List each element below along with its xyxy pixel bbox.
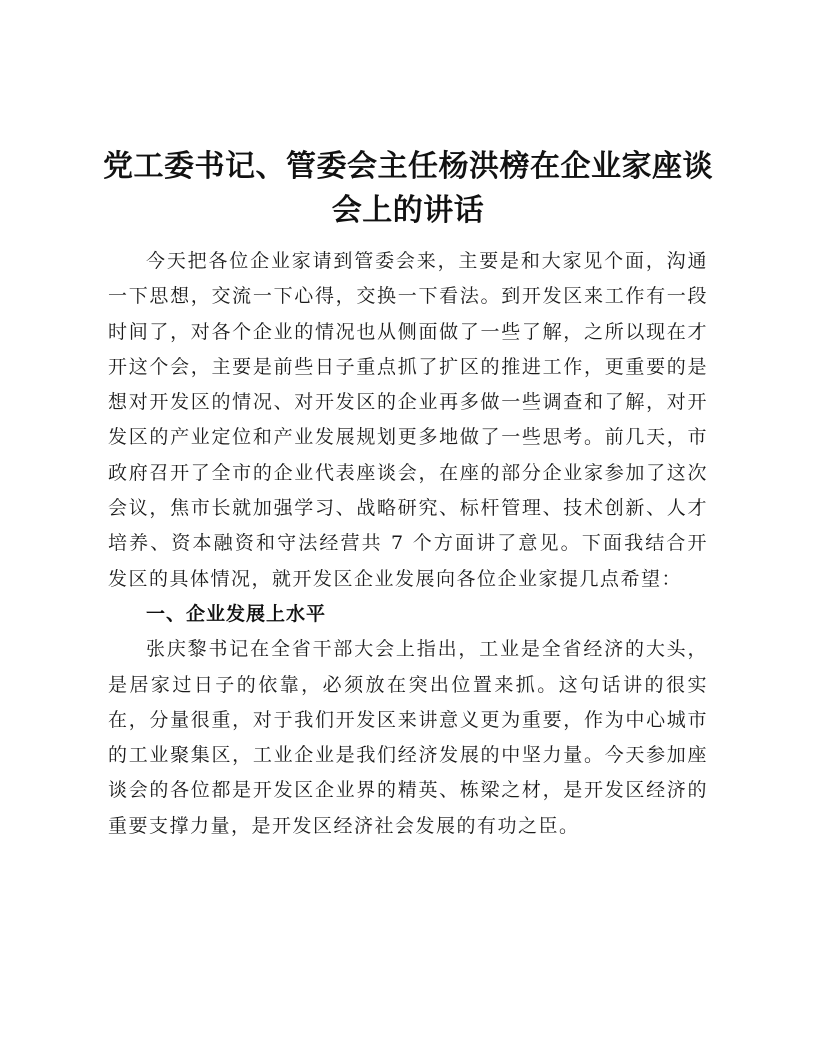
section-paragraph: 张庆黎书记在全省干部大会上指出，工业是全省经济的大头，是居家过日子的依靠，必须放在突出位置来抓。这句话讲的很实在，分量很重，对于我们开发区来讲意义更为重要，作为中心城市的工业聚集区，工业企业是我们经济发展的中坚力量。今天参加座谈会的各位都是开发区企业界的精英、栋梁之材，是开发区经济的重要支撑力量，是开发区经济社会发展的有功之臣。 <box>108 638 708 837</box>
title-line-2: 会上的讲话 <box>331 193 485 228</box>
document-title <box>90 145 726 233</box>
section-heading: 一、企业发展上水平 <box>146 602 327 625</box>
document-body <box>108 244 708 844</box>
title-line-1: 党工委书记、管委会主任杨洪榜在企业家座谈 <box>103 149 713 184</box>
intro-paragraph: 今天把各位企业家请到管委会来，主要是和大家见个面，沟通一下思想，交流一下心得，交换一下看法。到开发区来工作有一段时间了，对各个企业的情况也从侧面做了一些了解，之所以现在才开这个会，主要是前些日子重点抓了扩区的推进工作，更重要的是想对开发区的情况、对开发区的企业再多做一些调查和了解，对开发区的产业定位和产业发展规划更多地做了一些思考。前几天，市政府召开了全市的企业代表座谈会，在座的部分企业家参加了这次会议，焦市长就加强学习、战略研究、标杆管理、技术创新、人才培养、资本融资和守法经营共 7 个方面讲了意见。下面我结合开发区的具体情况，就开发区企业发展向各位企业家提几点希望： <box>108 250 708 590</box>
